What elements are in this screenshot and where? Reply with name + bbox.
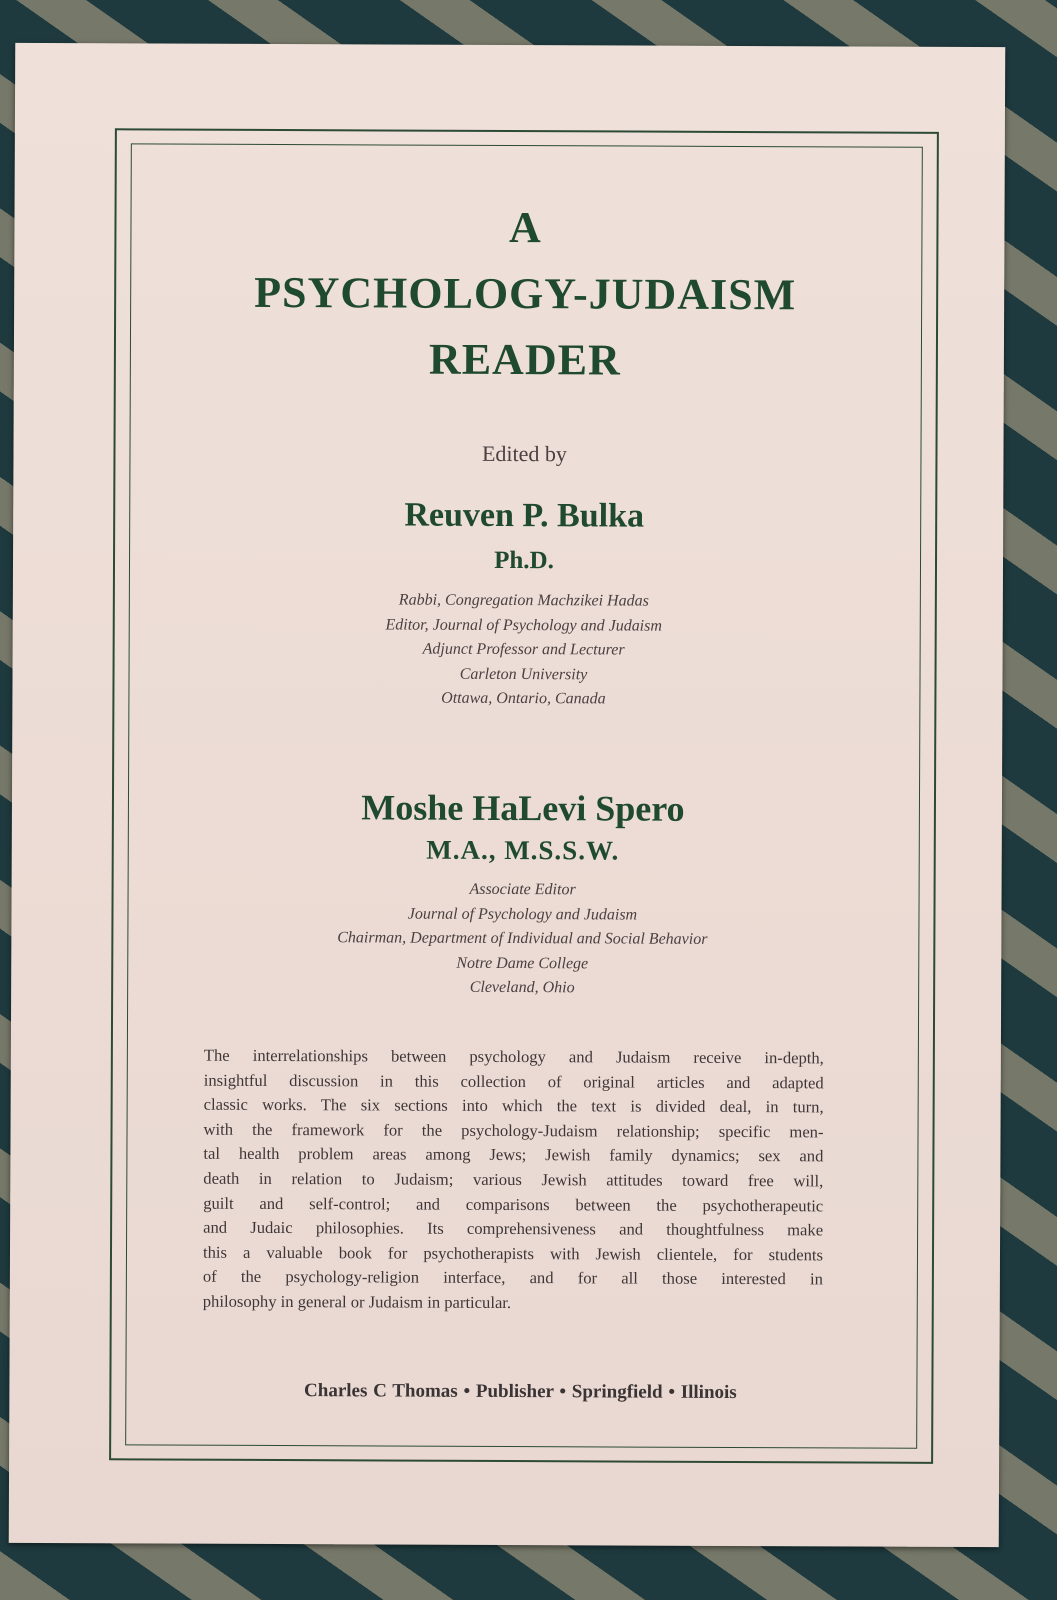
description-line: tal health problem areas among Jews; Jewish family dynamics; sex and (203, 1144, 824, 1166)
affiliation-line: Notre Dame College (456, 954, 589, 972)
affiliation-line: Cleveland, Ohio (469, 978, 575, 997)
book-title (130, 193, 921, 394)
edited-by-label: Edited by (481, 440, 568, 467)
editor-degree: M.A., M.S.S.W. (426, 834, 620, 866)
affiliation-line: Carleton University (459, 665, 588, 683)
description-line: with the framework for the psychology-Judaism relationship; specific men- (203, 1119, 824, 1142)
description (203, 1044, 824, 1317)
affiliation-line: Editor, Journal of Psychology and Judaism (385, 615, 662, 635)
description-line: death in relation to Judaism; various Jewish attitudes toward free will, (203, 1168, 824, 1191)
title-line: A (508, 203, 542, 253)
editor-affiliations (128, 587, 919, 713)
affiliation-line: Adjunct Professor and Lecturer (422, 640, 625, 659)
description-line: of the psychology-religion interface, and for all those interested in (202, 1267, 823, 1289)
editor-affiliations (127, 876, 918, 1002)
description-line: insightful discussion in this collection of original articles and adapted (203, 1070, 824, 1092)
affiliation-line: Journal of Psychology and Judaism (407, 905, 638, 924)
book-back-cover (9, 43, 1006, 1547)
affiliation-line: Ottawa, Ontario, Canada (441, 689, 606, 708)
description-line: philosophy in general or Judaism in particular. (202, 1291, 512, 1312)
description-line: and Judaic philosophies. Its comprehensiveness and thoughtfulness make (203, 1217, 824, 1240)
affiliation-line: Chairman, Department of Individual and Social Behavior (337, 929, 708, 948)
description-line: guilt and self-control; and comparisons between the psychotherapeutic (203, 1193, 824, 1215)
editor-degree: Ph.D. (494, 546, 554, 575)
description-line: this a valuable book for psychotherapists with Jewish clientele, for students (202, 1242, 824, 1265)
title-line: READER (428, 334, 621, 385)
editor-name: Moshe HaLevi Spero (361, 787, 685, 829)
affiliation-line: Rabbi, Congregation Machzikei Hadas (398, 591, 649, 610)
editor-name: Reuven P. Bulka (404, 496, 645, 535)
title-line: PSYCHOLOGY-JUDAISM (254, 267, 797, 320)
affiliation-line: Associate Editor (469, 880, 576, 899)
publisher-line: Charles C Thomas • Publisher • Springfield • Illinois (304, 1380, 737, 1404)
description-line: classic works. The six sections into which the text is divided deal, in turn, (203, 1094, 824, 1117)
description-line: The interrelationships between psychology and Judaism receive in-depth, (203, 1045, 824, 1068)
